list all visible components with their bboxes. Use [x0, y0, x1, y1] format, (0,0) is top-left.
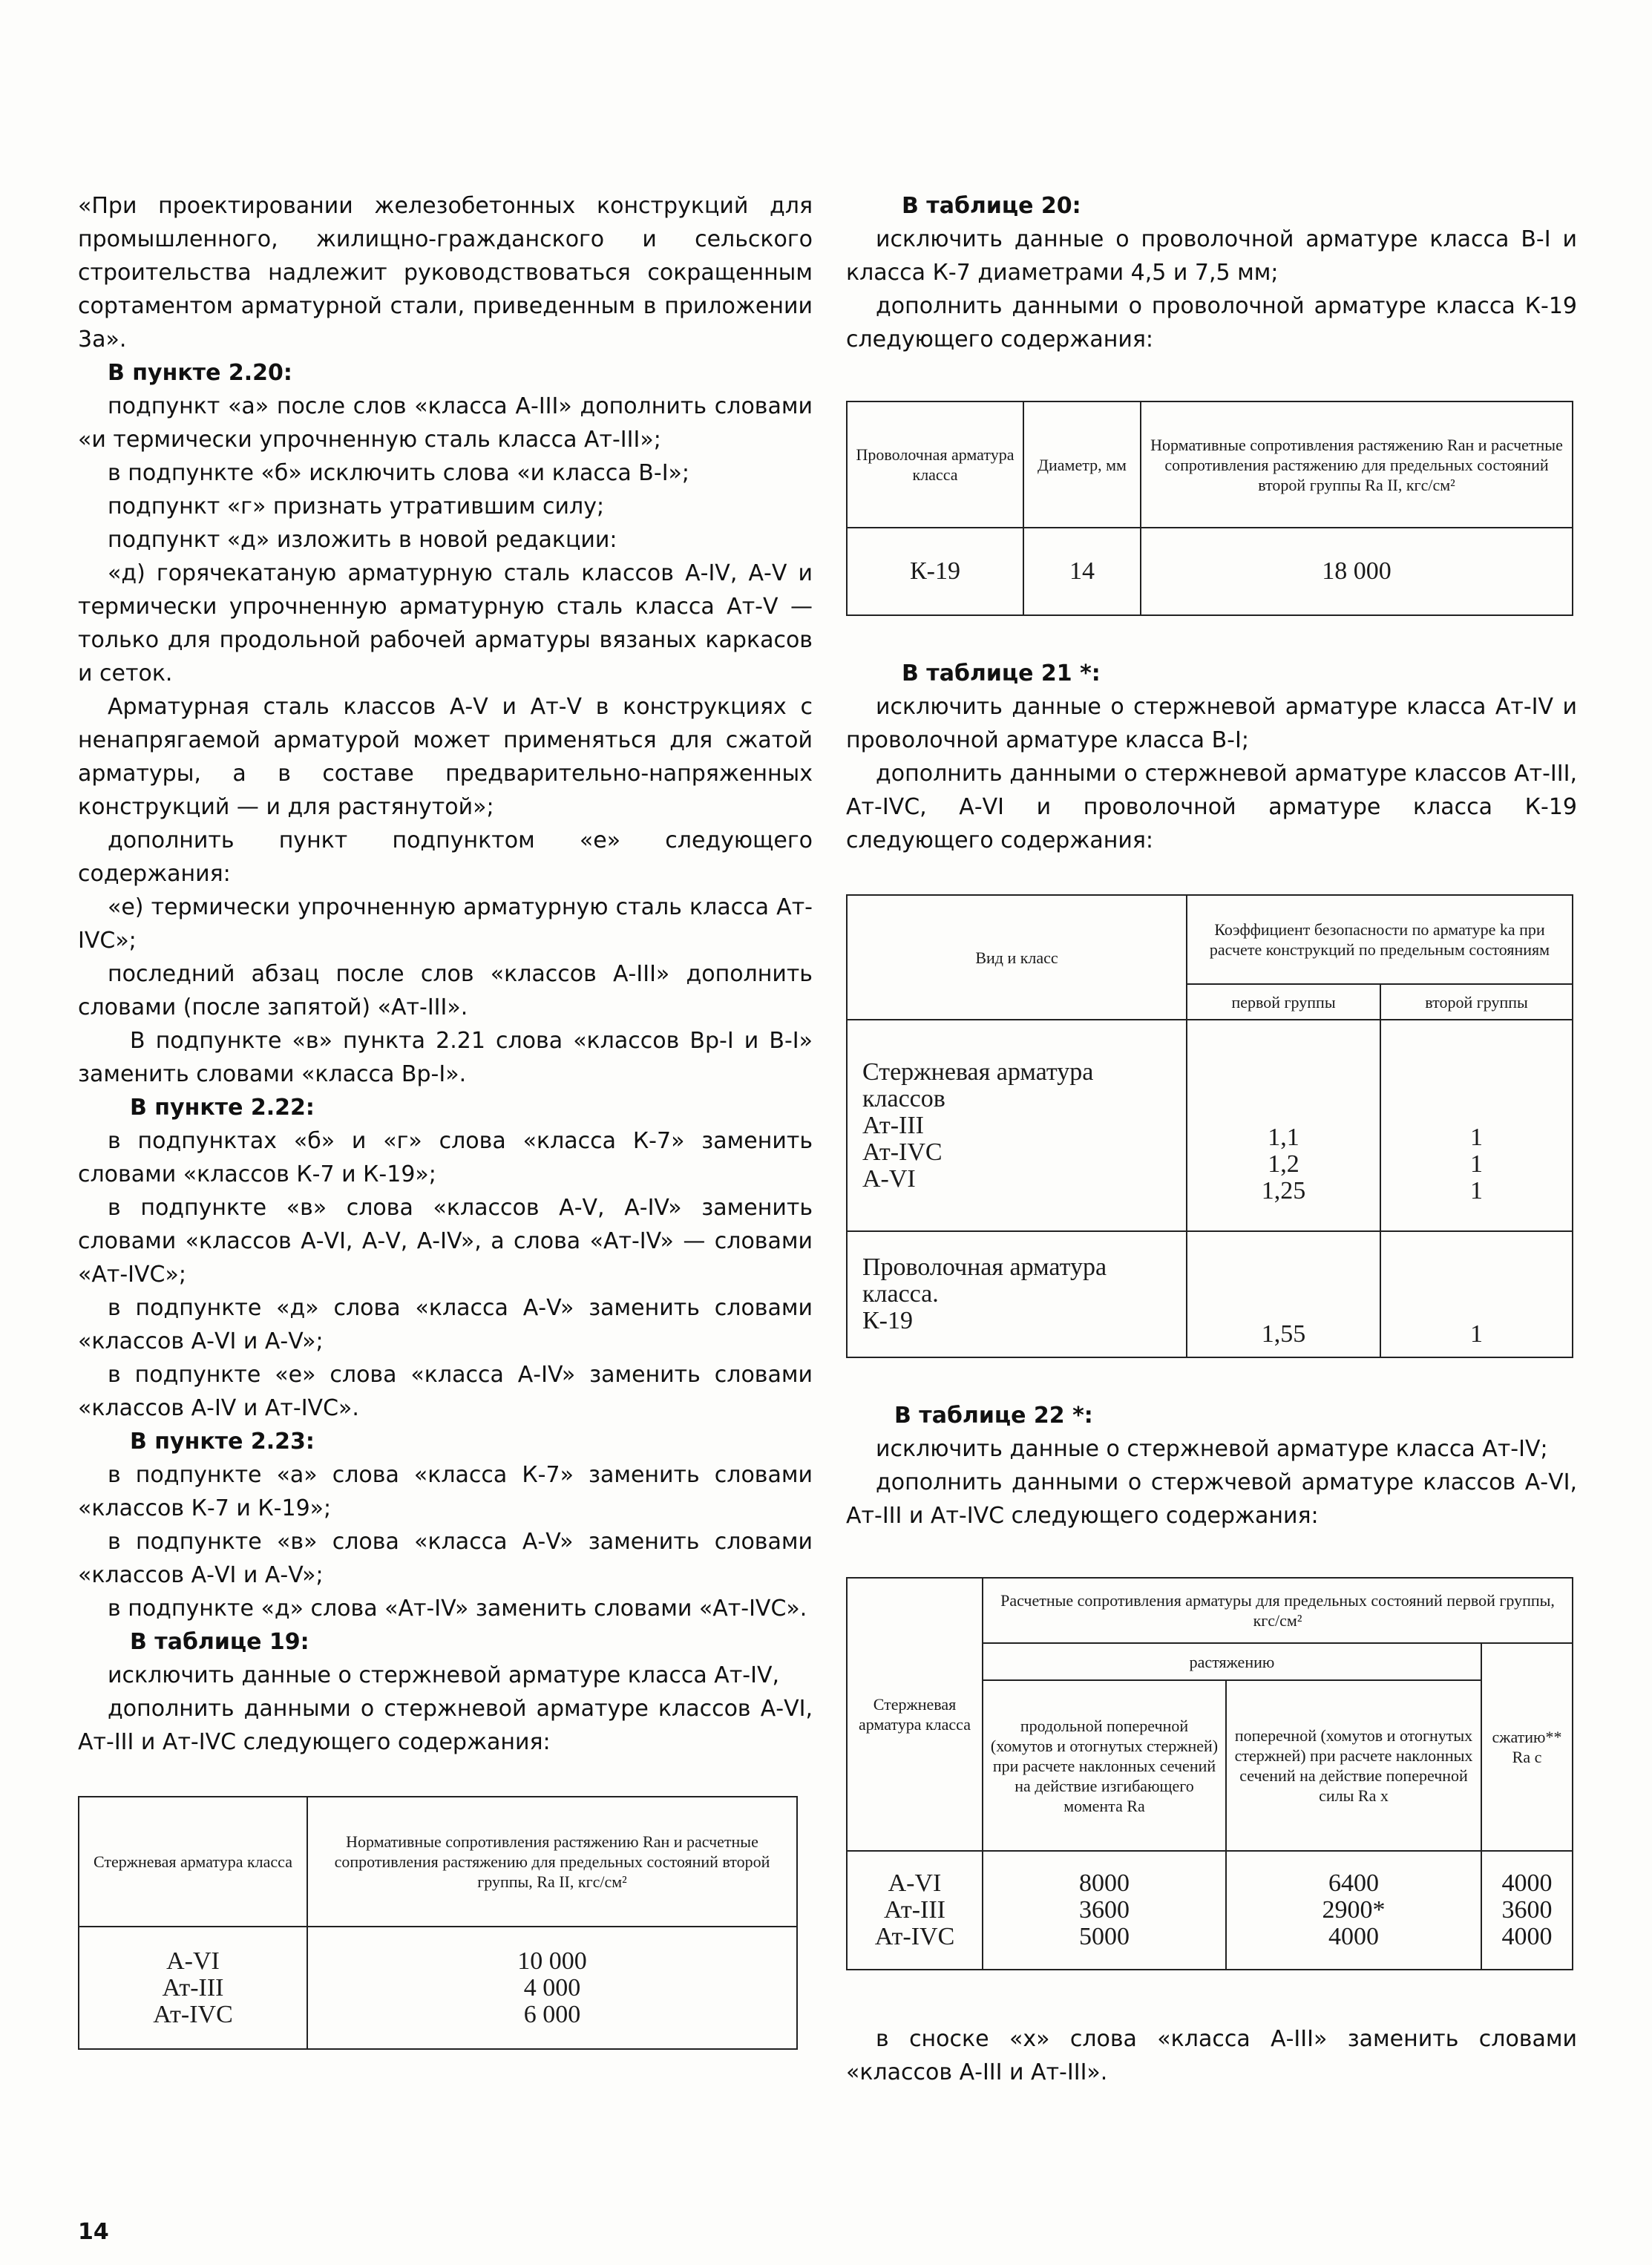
paragraph: дополнить данными о стержневой арматуре классов Ат-III, Ат-IVС, А-VI и проволочной арматуре класса К-19 следующего содержания:	[846, 761, 1577, 853]
table-cell: 6400 2900* 4000	[1226, 1851, 1481, 1970]
paragraph: исключить данные о стержневой арматуре класса Ат-IV,	[108, 1662, 780, 1688]
table-header: Диаметр, мм	[1023, 401, 1141, 528]
paragraph: исключить данные о стержневой арматуре класса Ат-IV и проволочной арматуре класса В-I;	[846, 694, 1577, 753]
table-cell: 1,55	[1187, 1231, 1380, 1357]
paragraph: в подпункте «в» слова «класса А-V» заменить словами «классов А-VI и А-V»;	[78, 1529, 813, 1588]
table-cell: 8000 3600 5000	[983, 1851, 1226, 1970]
table-cell: 4000 3600 4000	[1481, 1851, 1573, 1970]
section-heading: В таблице 20:	[902, 193, 1081, 219]
table-header: Проволочная арматура класса	[847, 401, 1023, 528]
paragraph: в подпункте «а» слова «класса К-7» заменить словами «классов К-7 и К-19»;	[78, 1462, 813, 1521]
section-heading: В таблице 19:	[130, 1629, 309, 1655]
table-header: второй группы	[1380, 984, 1573, 1020]
table-cell: Проволочная арматура класса. К-19	[847, 1231, 1187, 1357]
table-header: поперечной (хомутов и отогнутых стержней) при расчете наклонных сечений на действие поперечной силы Rа х	[1226, 1680, 1481, 1851]
section-heading: В таблице 21 *:	[902, 661, 1101, 686]
table-header: продольной поперечной (хомутов и отогнутых стержней) при расчете наклонных сечений на действие изгибающего момента Rа	[983, 1680, 1226, 1851]
paragraph: «При проектировании железобетонных конструкций для промышленного, жилищно-гражданского и сельского строительства надлежит руководствоваться сокращенным сортаментом арматурной стали, приведенным в приложении 3а».	[78, 193, 813, 353]
section-heading: В таблице 22 *:	[894, 1403, 1093, 1429]
paragraph: в подпункте «е» слова «класса А-IV» заменить словами «классов А-IV и Ат-IVС».	[78, 1362, 813, 1421]
paragraph: В подпункте «в» пункта 2.21 слова «классов Вр-I и В-I» заменить словами «класса Вр-I».	[78, 1028, 813, 1087]
section-heading: В пункте 2.22:	[130, 1095, 315, 1121]
paragraph: дополнить пункт подпунктом «е» следующего содержания:	[78, 827, 813, 887]
table-cell: 10 000 4 000 6 000	[307, 1927, 797, 2049]
paragraph: в подпункте «в» слова «классов А-V, А-IV» заменить словами «классов А-VI, А-V, А-IV», а слова «Ат-IV» — словами «Ат-IVС»;	[78, 1195, 813, 1288]
section-heading: В пункте 2.23:	[130, 1429, 315, 1455]
table-22	[846, 1577, 1573, 1970]
table-header: Нормативные сопротивления растяжению Rан и расчетные сопротивления растяжению для предельных состояний второй группы, Ra II, кгс/см²	[307, 1797, 797, 1927]
table-cell: 1,1 1,2 1,25	[1187, 1020, 1380, 1231]
paragraph: исключить данные о стержневой арматуре класса Ат-IV;	[876, 1436, 1548, 1462]
table-cell: 1	[1380, 1231, 1573, 1357]
table-header: первой группы	[1187, 984, 1380, 1020]
table-cell: К-19	[847, 528, 1023, 615]
paragraph: подпункт «д» изложить в новой редакции:	[108, 527, 617, 553]
table-header: Вид и класс	[847, 895, 1187, 1020]
paragraph: исключить данные о проволочной арматуре класса В-I и класса К-7 диаметрами 4,5 и 7,5 мм;	[846, 226, 1577, 286]
paragraph: дополнить данными о стержчевой арматуре классов А-VI, Ат-III и Ат-IVС следующего содержания:	[846, 1469, 1577, 1529]
paragraph: «д) горячекатаную арматурную сталь классов А-IV, А-V и термически упрочненную арматурную сталь класса Ат-V — только для продольной рабочей арматуры вязаных каркасов и сеток.	[78, 560, 813, 686]
table-header: Стержневая арматура класса	[79, 1797, 307, 1927]
paragraph: подпункт «г» признать утратившим силу;	[108, 494, 605, 519]
table-20	[846, 401, 1573, 616]
table-cell: А-VI Ат-III Ат-IVС	[847, 1851, 983, 1970]
paragraph: дополнить данными о проволочной арматуре класса К-19 следующего содержания:	[846, 293, 1577, 353]
paragraph: в подпункте «б» исключить слова «и класса В-I»;	[108, 460, 690, 486]
table-header: Коэффициент безопасности по арматуре kа при расчете конструкций по предельным состояниям	[1187, 895, 1573, 984]
paragraph: дополнить данными о стержневой арматуре классов А-VI, Ат-III и Ат-IVС следующего содержания:	[78, 1696, 813, 1755]
table-cell: 1 1 1	[1380, 1020, 1573, 1231]
table-header: растяжению	[983, 1643, 1481, 1680]
paragraph: подпункт «а» после слов «класса А-III» дополнить словами «и термически упрочненную сталь класса Ат-III»;	[78, 393, 813, 453]
right-column	[846, 189, 1577, 2089]
table-header: Нормативные сопротивления растяжению Rан и расчетные сопротивления растяжению для предельных состояний второй группы Ra II, кгс/см²	[1141, 401, 1573, 528]
left-column	[78, 189, 813, 2050]
paragraph: в подпункте «д» слова «класса А-V» заменить словами «классов А-VI и А-V»;	[78, 1295, 813, 1354]
table-cell: 14	[1023, 528, 1141, 615]
table-cell: А-VI Ат-III Ат-IVС	[79, 1927, 307, 2049]
paragraph: в подпункте «д» слова «Ат-IV» заменить словами «Ат-IVС».	[108, 1596, 807, 1622]
paragraph: Арматурная сталь классов А-V и Ат-V в конструкциях с ненапрягаемой арматурой может применяться для сжатой арматуры, а в составе предварительно-напряженных конструкций — и для растянутой»;	[78, 694, 813, 820]
table-cell: 18 000	[1141, 528, 1573, 615]
paragraph: в сноске «х» слова «класса А-III» заменить словами «классов А-III и Ат-III».	[846, 2026, 1577, 2085]
paragraph: последний абзац после слов «классов А-III» дополнить словами (после запятой) «Ат-III».	[78, 961, 813, 1020]
paragraph: «е) термически упрочненную арматурную сталь класса Ат-IVС»;	[78, 894, 813, 954]
table-19	[78, 1796, 798, 2050]
paragraph: в подпунктах «б» и «г» слова «класса К-7» заменить словами «классов К-7 и К-19»;	[78, 1128, 813, 1187]
page-number: 14	[78, 2219, 109, 2245]
table-cell: Стержневая арматура классов Ат-III Ат-IVС А-VI	[847, 1020, 1187, 1231]
table-header: Расчетные сопротивления арматуры для предельных состояний первой группы, кгс/см²	[983, 1578, 1573, 1643]
table-header: сжатию** Rа с	[1481, 1643, 1573, 1851]
table-header: Стержневая арматура класса	[847, 1578, 983, 1851]
table-21	[846, 894, 1573, 1358]
section-heading: В пункте 2.20:	[108, 360, 292, 386]
